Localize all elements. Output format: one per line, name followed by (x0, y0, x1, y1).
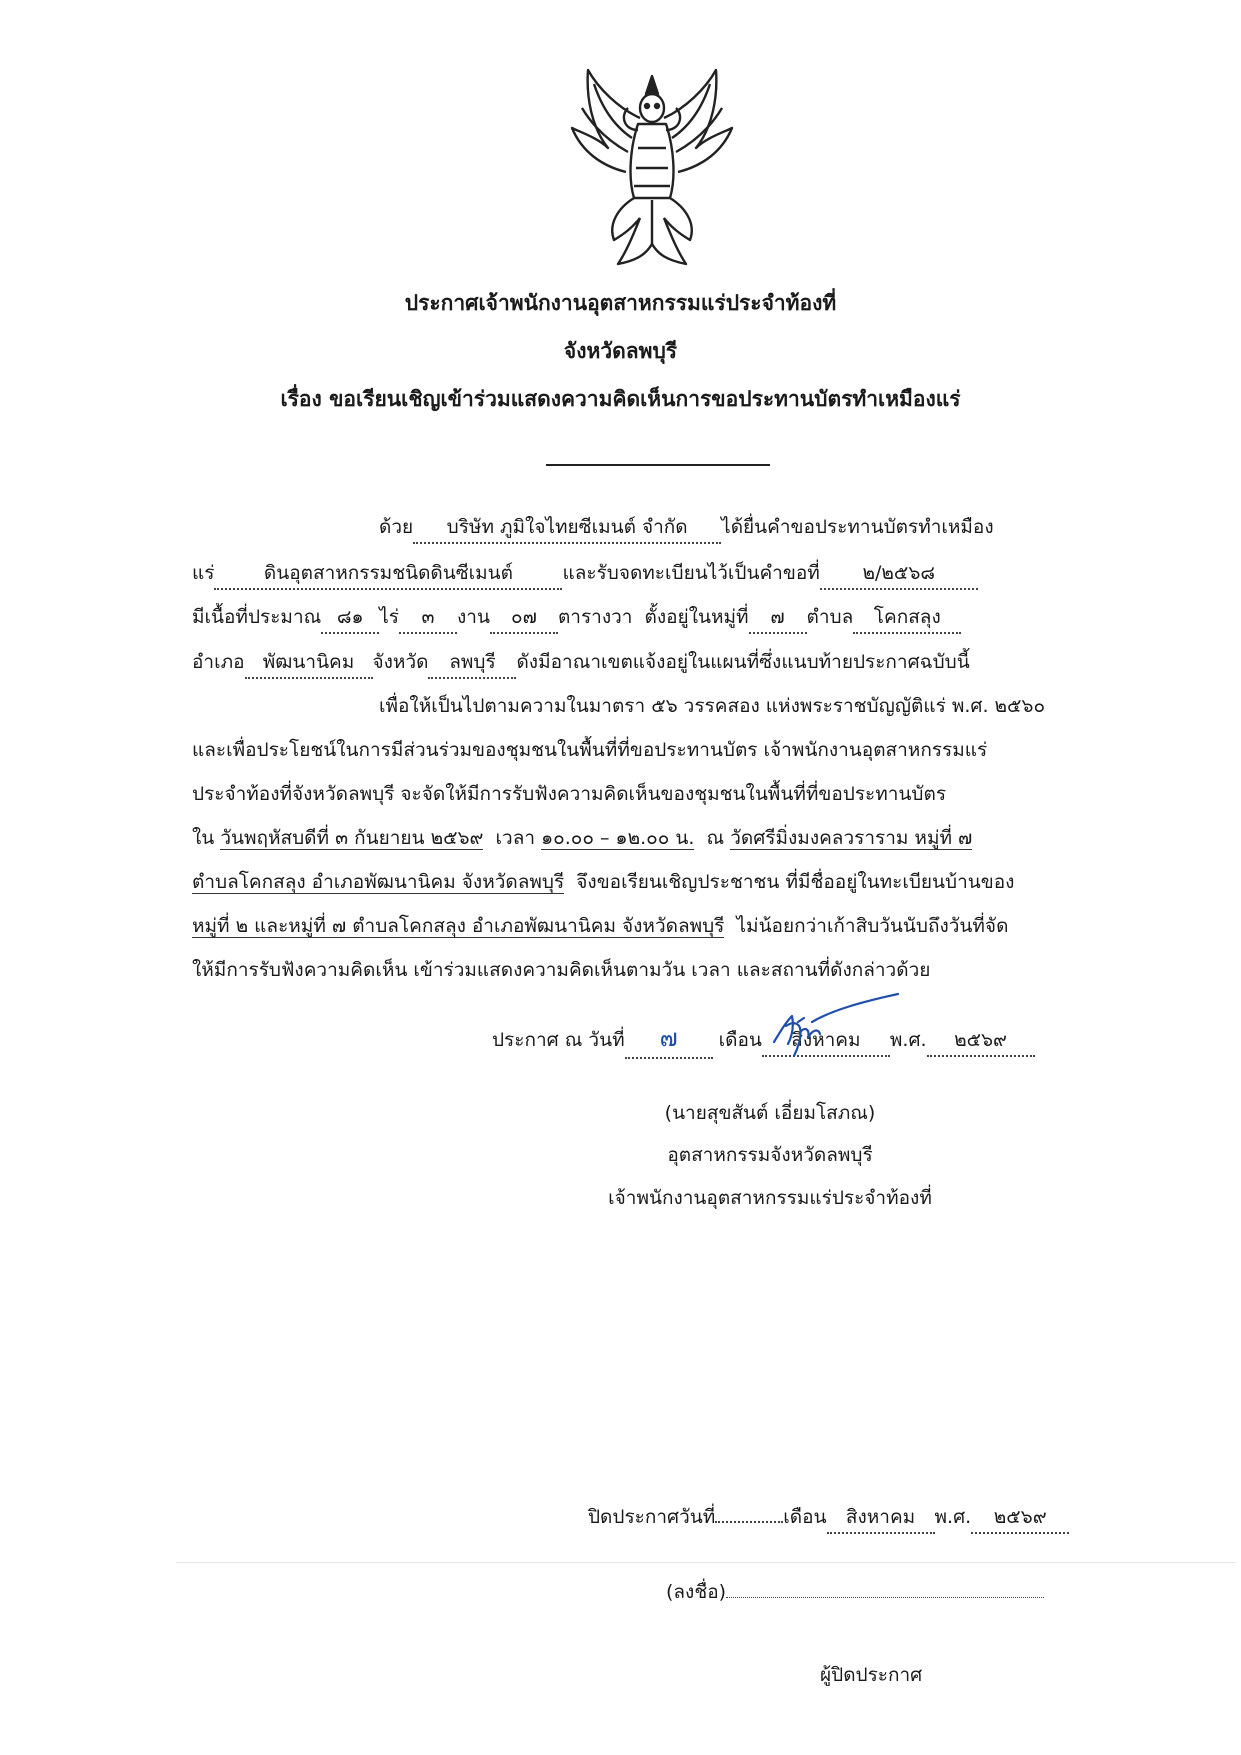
para1-line2 (192, 558, 978, 590)
posting-date-line (588, 1502, 1069, 1534)
tambon-name: โคกสลุง (853, 602, 961, 634)
province-title: จังหวัดลพบุรี (563, 339, 678, 363)
text-segment: ไร่ (379, 606, 399, 628)
para2-line2: และเพื่อประโยชน์ในการมีส่วนร่วมของชุมชนในพื้นที่ที่ขอประทานบัตร เจ้าพนักงานอุตสาหกรรมแร่ (192, 739, 988, 761)
text-segment: เวลา (495, 827, 536, 849)
request-number: ๒/๒๕๖๘ (820, 558, 978, 590)
text-segment: ใน (192, 827, 215, 849)
garuda-emblem-icon (568, 68, 736, 268)
posting-day (715, 1521, 783, 1523)
province-name: ลพบุรี (428, 647, 516, 679)
posting-year: ๒๕๖๙ (971, 1502, 1069, 1534)
eligible-villages: หมู่ที่ ๒ และหมู่ที่ ๗ ตำบลโคกสลุง อำเภอพัฒนานิคม จังหวัดลพบุรี (192, 915, 725, 937)
para2-line7: ให้มีการรับฟังความคิดเห็น เข้าร่วมแสดงความคิดเห็นตามวัน เวลา และสถานที่ดังกล่าวด้วย (192, 959, 931, 981)
text-segment: ปิดประกาศวันที่ (588, 1506, 716, 1528)
poster-signature-field (726, 1597, 1044, 1598)
hearing-date: วันพฤหัสบดีที่ ๓ กันยายน ๒๕๖๙ (220, 827, 484, 849)
text-segment: ณ (706, 827, 725, 849)
text-segment: พ.ศ. (934, 1506, 972, 1528)
para2-line6 (192, 911, 1008, 941)
para2-line5 (192, 867, 1014, 897)
text-segment: แร่ (192, 562, 215, 584)
text-segment: ประกาศ ณ วันที่ (492, 1029, 625, 1051)
text-segment: ตารางวา (557, 606, 633, 628)
text-segment: (ลงชื่อ) (666, 1581, 727, 1603)
subject-line: เรื่อง ขอเรียนเชิญเข้าร่วมแสดงความคิดเห็นการขอประทานบัตรทำเหมืองแร่ (280, 387, 961, 411)
para1-line4 (192, 647, 970, 679)
hearing-time: ๑๐.๐๐ – ๑๒.๐๐ น. (541, 827, 695, 849)
text-segment: ไม่น้อยกว่าเก้าสิบวันนับถึงวันที่จัด (736, 915, 1009, 937)
text-segment: งาน (457, 606, 490, 628)
posting-month: สิงหาคม (827, 1502, 935, 1534)
para2-line1: เพื่อให้เป็นไปตามความในมาตรา ๕๖ วรรคสอง แห่งพระราชบัญญัติแร่ พ.ศ. ๒๕๖๐ (379, 695, 1046, 717)
signatory-title: อุตสาหกรรมจังหวัดลพบุรี (667, 1144, 873, 1166)
hearing-venue: วัดศรีมิ่งมงคลวราราม หมู่ที่ ๗ (730, 827, 973, 849)
text-segment: เดือน (718, 1029, 762, 1051)
text-segment: และรับจดทะเบียนไว้เป็นคำขอที่ (562, 562, 820, 584)
text-segment: ดังมีอาณาเขตแจ้งอยู่ในแผนที่ซึ่งแนบท้ายประกาศฉบับนี้ (516, 651, 970, 673)
para1-line1 (379, 512, 994, 544)
signatory-name: (นายสุขสันต์ เอี่ยมโสภณ) (664, 1102, 876, 1124)
para2-line3: ประจำท้องที่จังหวัดลพบุรี จะจัดให้มีการรับฟังความคิดเห็นของชุมชนในพื้นที่ที่ขอประทานบัตร (192, 783, 947, 805)
text-segment: ตำบล (806, 606, 854, 628)
handwritten-signature (752, 992, 902, 1067)
text-segment: ได้ยื่นคำขอประทานบัตรทำเหมือง (721, 516, 994, 538)
area-rai: ๘๑ (321, 602, 379, 634)
text-segment: มีเนื้อที่ประมาณ (192, 606, 322, 628)
text-segment: เดือน (783, 1506, 827, 1528)
text-segment: จังหวัด (372, 651, 429, 673)
signatory-position: เจ้าพนักงานอุตสาหกรรมแร่ประจำท้องที่ (608, 1187, 932, 1209)
area-sqwa: ๐๗ (490, 602, 558, 634)
posting-sign-line (666, 1577, 1044, 1607)
venue-location: ตำบลโคกสลุง อำเภอพัฒนานิคม จังหวัดลพบุรี (192, 871, 565, 893)
announce-year: ๒๕๖๙ (927, 1025, 1035, 1057)
poster-label: ผู้ปิดประกาศ (820, 1664, 923, 1686)
announce-month: สิงหาคม (762, 1025, 890, 1057)
text-segment: อำเภอ (192, 651, 245, 673)
text-segment: ตั้งอยู่ในหมู่ที่ (644, 606, 749, 628)
para2-line4 (192, 823, 972, 853)
company-name: บริษัท ภูมิใจไทยซีเมนต์ จำกัด (413, 512, 721, 544)
title-divider (546, 464, 770, 466)
text-segment: จึงขอเรียนเชิญประชาชน ที่มีชื่ออยู่ในทะเบียนบ้านของ (576, 871, 1015, 893)
moo-number: ๗ (749, 602, 807, 634)
mineral-type: ดินอุตสาหกรรมชนิดดินซีเมนต์ (214, 558, 562, 590)
notice-title: ประกาศเจ้าพนักงานอุตสาหกรรมแร่ประจำท้องที่ (404, 291, 837, 315)
page-fold-line (176, 1562, 1236, 1563)
text-segment: ด้วย (379, 516, 414, 538)
area-ngan: ๓ (399, 602, 457, 634)
amphoe-name: พัฒนานิคม (245, 647, 373, 679)
text-segment: พ.ศ. (889, 1029, 927, 1051)
announce-day: ๗ (625, 1018, 713, 1059)
para1-line3 (192, 602, 961, 634)
